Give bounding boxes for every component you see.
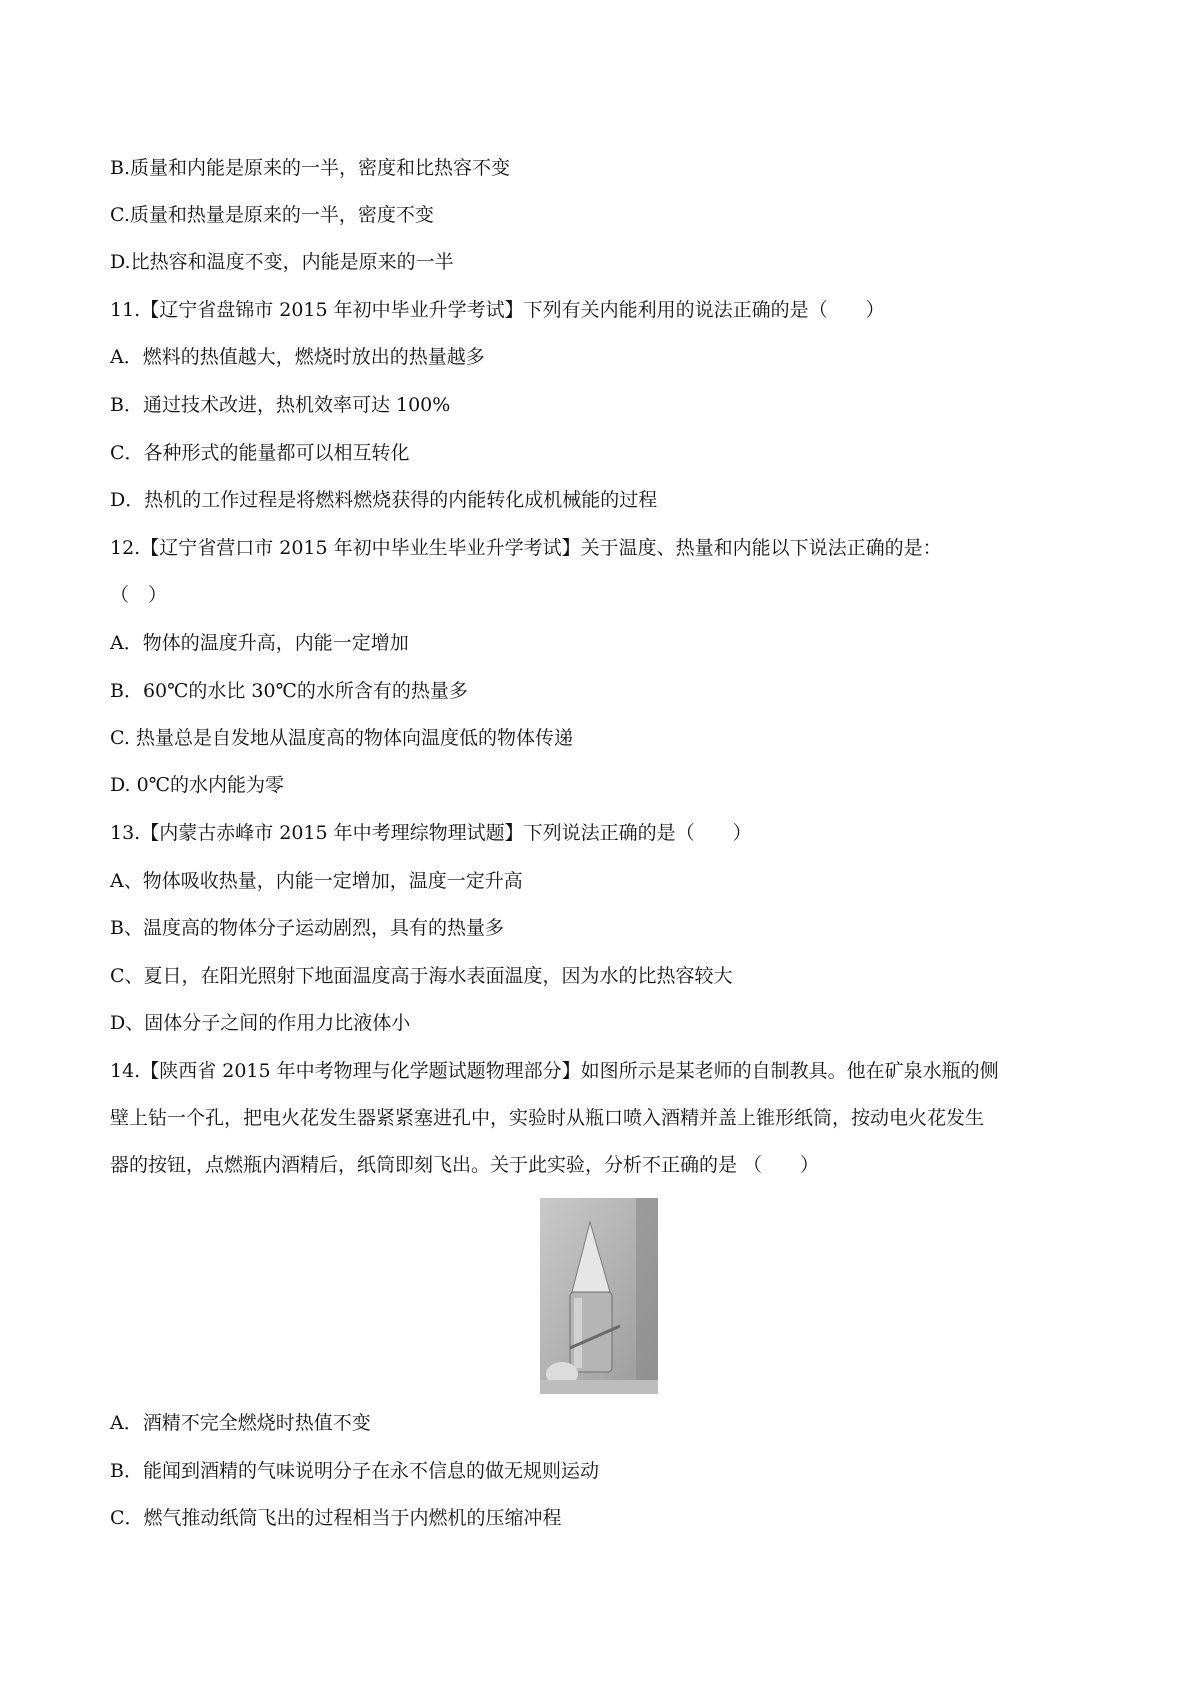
q12-stem-bracket: （ ）: [110, 584, 168, 606]
q12-option-b: B．60℃的水比 30℃的水所含有的热量多: [110, 680, 468, 702]
q13-option-c: C、夏日，在阳光照射下地面温度高于海水表面温度，因为水的比热容较大: [110, 965, 733, 987]
q13-option-d: D、固体分子之间的作用力比液体小: [110, 1012, 411, 1034]
q14-stem-line2: 壁上钻一个孔，把电火花发生器紧紧塞进孔中，实验时从瓶口喷入酒精并盖上锥形纸筒，按动电火花发生: [110, 1107, 985, 1129]
figure-side-panel: [636, 1198, 658, 1394]
q11-option-d: D．热机的工作过程是将燃料燃烧获得的内能转化成机械能的过程: [110, 489, 658, 511]
q10-option-d: D.比热容和温度不变，内能是原来的一半: [110, 251, 454, 273]
q10-option-c: C.质量和热量是原来的一半，密度不变: [110, 204, 434, 226]
q11-option-a: A．燃料的热值越大，燃烧时放出的热量越多: [110, 346, 485, 368]
q14-option-b: B．能闻到酒精的气味说明分子在永不信息的做无规则运动: [110, 1460, 599, 1482]
q13-option-b: B、温度高的物体分子运动剧烈，具有的热量多: [110, 917, 504, 939]
q14-option-c: C．燃气推动纸筒飞出的过程相当于内燃机的压缩冲程: [110, 1507, 562, 1529]
bottle-highlight: [574, 1298, 582, 1368]
figure-base: [540, 1380, 658, 1394]
q12-option-d: D. 0℃的水内能为零: [110, 774, 284, 796]
q13-option-a: A、物体吸收热量，内能一定增加，温度一定升高: [110, 870, 523, 892]
q14-option-a: A．酒精不完全燃烧时热值不变: [110, 1412, 371, 1434]
experiment-figure: [540, 1198, 658, 1394]
q12-option-a: A．物体的温度升高，内能一定增加: [110, 632, 409, 654]
q12-stem: 12.【辽宁省营口市 2015 年初中毕业生毕业升学考试】关于温度、热量和内能以下说法正确的是：: [110, 537, 942, 559]
q11-option-b: B．通过技术改进，热机效率可达 100%: [110, 394, 451, 416]
q13-stem: 13.【内蒙古赤峰市 2015 年中考理综物理试题】下列说法正确的是（ ）: [110, 822, 752, 844]
q12-option-c: C. 热量总是自发地从温度高的物体向温度低的物体传递: [110, 727, 573, 749]
q10-option-b: B.质量和内能是原来的一半，密度和比热容不变: [110, 157, 511, 179]
q11-stem: 11.【辽宁省盘锦市 2015 年初中毕业升学考试】下列有关内能利用的说法正确的是（ ）: [110, 299, 885, 321]
q11-option-c: C．各种形式的能量都可以相互转化: [110, 442, 410, 464]
q14-stem-line3: 器的按钮，点燃瓶内酒精后，纸筒即刻飞出。关于此实验，分析不正确的是 （ ）: [110, 1154, 820, 1176]
q14-stem-line1: 14.【陕西省 2015 年中考物理与化学题试题物理部分】如图所示是某老师的自制教具。他在矿泉水瓶的侧: [110, 1060, 999, 1082]
